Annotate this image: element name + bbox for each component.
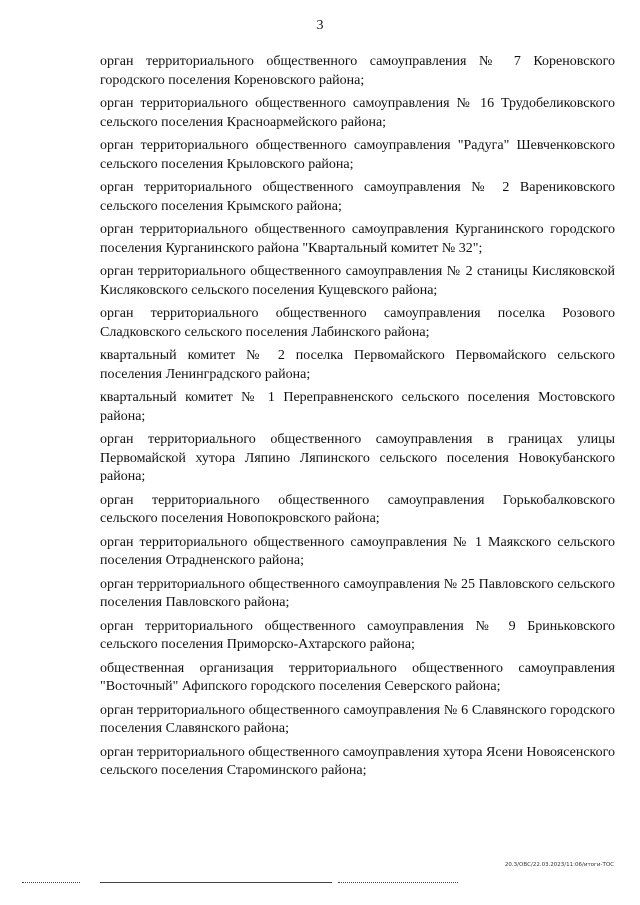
- list-item: орган территориального общественного самоуправления № 1 Маякского сельского поселения Отрадненского района;: [100, 534, 615, 568]
- footer-divider: [100, 882, 332, 883]
- page-number: 3: [316, 18, 324, 33]
- list-item: орган территориального общественного самоуправления № 16 Трудобеликовского сельского поселения Красноармейского района;: [100, 96, 615, 130]
- list-item: орган территориального общественного самоуправления № 6 Славянского городского поселения Славянского района;: [100, 702, 615, 736]
- list-item: общественная организация территориального общественного самоуправления "Восточный" Афипского городского поселения Северского района;: [100, 660, 615, 694]
- list-item: орган территориального общественного самоуправления хутора Ясени Новоясенского сельского поселения Староминского района;: [100, 744, 616, 778]
- list-item: орган территориального общественного самоуправления Горькобалковского сельского поселения Новопокровского района;: [100, 492, 615, 526]
- list-item: орган территориального общественного самоуправления "Радуга" Шевченковского сельского поселения Крыловского района;: [100, 138, 615, 172]
- list-item: орган территориального общественного самоуправления в границах улицы Первомайской хутора Ляпино Ляпинского сельского поселения Новокубанского района;: [100, 432, 615, 484]
- list-item: орган территориального общественного самоуправления № 2 станицы Кисляковской Кисляковского сельского поселения Кущевского района;: [100, 264, 615, 298]
- list-item: орган территориального общественного самоуправления № 25 Павловского сельского поселения Павловского района;: [100, 576, 615, 610]
- footer-divider: [338, 882, 458, 883]
- list-item: орган территориального общественного самоуправления № 9 Бриньковского сельского поселения Приморско-Ахтарского района;: [100, 618, 615, 652]
- list-item: орган территориального общественного самоуправления № 2 Варениковского сельского поселения Крымского района;: [100, 180, 615, 214]
- list-item: квартальный комитет № 1 Переправненского сельского поселения Мостовского района;: [100, 390, 615, 424]
- organization-list: [100, 53, 615, 786]
- list-item: квартальный комитет № 2 поселка Первомайского Первомайского сельского поселения Ленинградского района;: [100, 348, 615, 382]
- list-item: орган территориального общественного самоуправления № 7 Кореновского городского поселения Кореновского района;: [100, 54, 615, 88]
- list-item: орган территориального общественного самоуправления поселка Розового Сладковского сельского поселения Лабинского района;: [100, 306, 615, 340]
- document-code: 20.3/ОВС/22.03.2023/11:06/итоги-ТОС: [504, 862, 614, 868]
- list-item: орган территориального общественного самоуправления Курганинского городского поселения Курганинского района "Квартальный комитет № 32";: [100, 222, 615, 256]
- footer-divider: [22, 882, 80, 883]
